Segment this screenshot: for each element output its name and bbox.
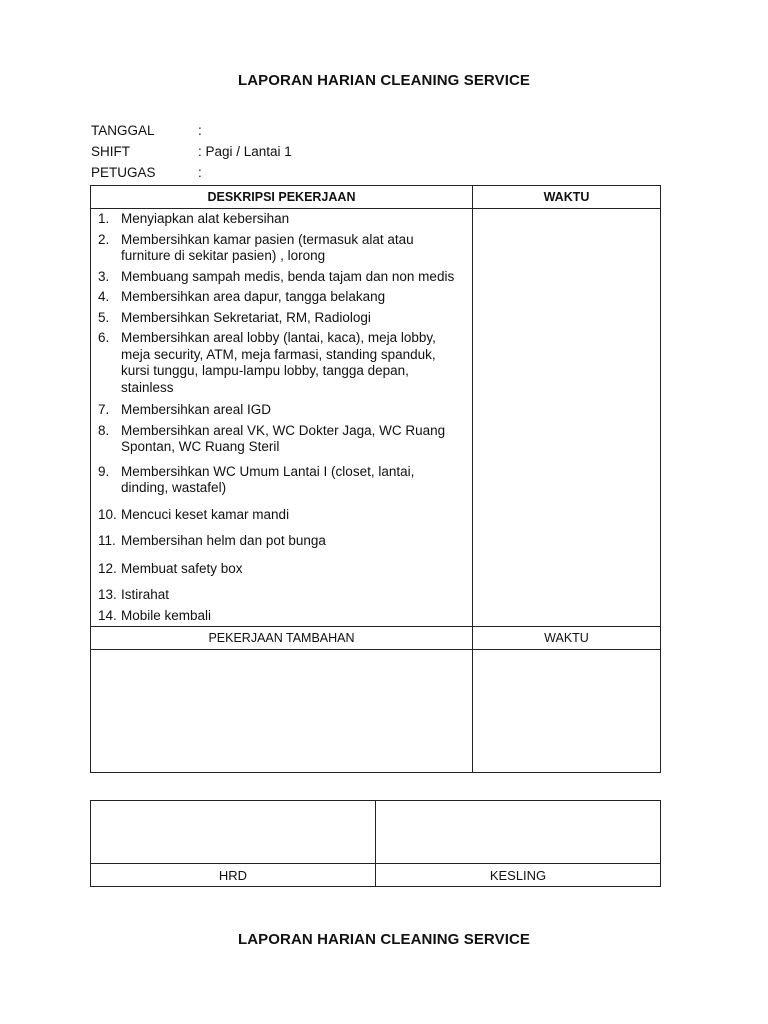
field-label: TANGGAL	[91, 123, 155, 138]
task-table	[90, 185, 661, 773]
task-item	[91, 232, 472, 265]
header-extra-work: PEKERJAAN TAMBAHAN	[91, 627, 473, 650]
signature-box-hrd[interactable]	[91, 801, 376, 864]
task-item	[91, 587, 472, 604]
signature-label-kesling: KESLING	[376, 864, 661, 887]
task-item	[91, 310, 472, 327]
report-fields	[91, 120, 491, 183]
field-tanggal	[91, 120, 491, 141]
field-value: : Pagi / Lantai 1	[198, 144, 292, 159]
task-text: Membersihkan kamar pasien (termasuk alat atau furniture di sekitar pasien) , lorong	[121, 231, 414, 263]
task-item	[91, 533, 472, 550]
task-number: 11.	[98, 533, 116, 548]
extra-time-cell[interactable]	[473, 650, 661, 773]
task-text: Istirahat	[121, 587, 170, 602]
field-label: PETUGAS	[91, 165, 156, 180]
task-item	[91, 402, 472, 419]
task-number: 13.	[98, 587, 117, 602]
task-text: Membersihan helm dan pot bunga	[121, 533, 326, 548]
header-extra-time: WAKTU	[473, 627, 661, 650]
task-item	[91, 608, 472, 625]
task-item	[91, 269, 472, 286]
task-number: 8.	[98, 422, 110, 438]
header-time: WAKTU	[473, 186, 661, 209]
extra-work-row	[91, 650, 661, 773]
task-text: Membersihkan areal IGD	[121, 402, 272, 417]
task-text: Membuat safety box	[121, 560, 243, 576]
task-number: 14.	[98, 607, 117, 623]
task-text: Menyiapkan alat kebersihan	[121, 211, 290, 226]
extra-header-row	[91, 627, 661, 650]
task-number: 3.	[98, 268, 110, 284]
field-label: SHIFT	[91, 144, 130, 159]
page-title-repeat: LAPORAN HARIAN CLEANING SERVICE	[237, 931, 530, 948]
task-number: 7.	[98, 402, 110, 417]
task-number: 6.	[98, 330, 110, 345]
table-header-row	[91, 186, 661, 209]
task-text: Membersihkan Sekretariat, RM, Radiologi	[121, 309, 371, 325]
task-item	[91, 507, 472, 524]
task-number: 10.	[98, 506, 117, 522]
page-title: LAPORAN HARIAN CLEANING SERVICE	[237, 72, 530, 89]
signature-box-kesling[interactable]	[376, 801, 661, 864]
task-text: Membersihkan area dapur, tangga belakang	[121, 289, 386, 304]
signature-table	[90, 800, 661, 887]
task-number: 4.	[98, 289, 110, 304]
task-item	[91, 211, 472, 228]
task-text: Mencuci keset kamar mandi	[121, 506, 290, 522]
task-number: 1.	[98, 211, 110, 226]
task-text: Membersihkan areal lobby (lantai, kaca), meja lobby, meja security, ATM, meja farmasi, standing spanduk, kursi tunggu, lampu-lampu lobby, tangga depan, stainless	[121, 330, 436, 395]
field-value: :	[198, 123, 202, 138]
extra-work-cell[interactable]	[91, 650, 473, 773]
signature-label-hrd: HRD	[91, 864, 376, 887]
task-item	[91, 561, 472, 578]
task-list-cell	[91, 209, 473, 627]
task-text: Membuang sampah medis, benda tajam dan non medis	[121, 268, 455, 284]
field-petugas	[91, 162, 491, 183]
signature-row	[91, 801, 661, 864]
task-item	[91, 464, 472, 497]
signature-label-row	[91, 864, 661, 887]
task-number: 5.	[98, 309, 110, 325]
task-item	[91, 289, 472, 306]
task-number: 2.	[98, 231, 110, 247]
task-time-cell[interactable]	[473, 209, 661, 627]
task-text: Mobile kembali	[121, 607, 212, 623]
task-number: 9.	[98, 463, 110, 479]
task-row	[91, 209, 661, 627]
field-shift	[91, 141, 491, 162]
header-description: DESKRIPSI PEKERJAAN	[91, 186, 473, 209]
task-number: 12.	[98, 560, 117, 576]
task-text: Membersihkan WC Umum Lantai I (closet, lantai, dinding, wastafel)	[121, 463, 415, 495]
task-text: Membersihkan areal VK, WC Dokter Jaga, WC Ruang Spontan, WC Ruang Steril	[121, 422, 446, 454]
field-value: :	[198, 165, 202, 180]
task-item	[91, 423, 472, 456]
task-list	[91, 209, 472, 626]
task-item	[91, 330, 472, 396]
